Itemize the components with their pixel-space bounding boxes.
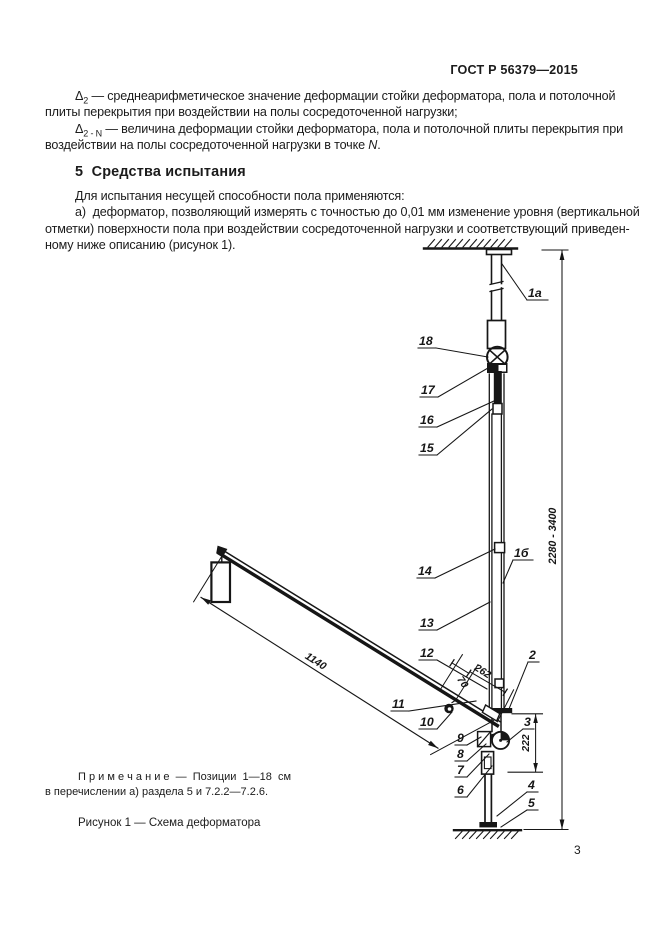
dim-222-text: 222 bbox=[521, 734, 532, 752]
ceiling-hatch bbox=[424, 240, 517, 249]
delta2-symbol: Δ bbox=[75, 89, 84, 103]
point-n: N bbox=[368, 138, 378, 153]
stand-upper-tube bbox=[487, 250, 512, 349]
def1-text1: — среднеарифметическое значение деформации стойки деформатора, пола и потолочной bbox=[88, 89, 616, 103]
label-9: 9 bbox=[457, 731, 464, 745]
def2-text1: — величина деформации стойки деформатора, пола и потолочной плиты перекрытия при bbox=[102, 121, 623, 136]
arm-dimension bbox=[194, 555, 494, 755]
page-number: 3 bbox=[574, 843, 581, 857]
item-a-line3: ному ниже описанию (рисунок 1). bbox=[45, 238, 236, 253]
label-13: 13 bbox=[420, 616, 434, 630]
label-1a: 1а bbox=[528, 286, 542, 300]
dim-height-text: 2280 - 3400 bbox=[547, 507, 559, 565]
label-6: 6 bbox=[457, 783, 464, 797]
figure-caption: Рисунок 1 — Схема деформатора bbox=[78, 817, 261, 829]
dim-arm-text: 1140 bbox=[302, 650, 329, 673]
label-1b: 1б bbox=[514, 546, 529, 560]
def2-text2: воздействии на полы сосредоточенной нагрузки в точке bbox=[45, 138, 369, 153]
sec5-intro-text: Для испытания несущей способности пола применяются: bbox=[75, 189, 405, 203]
label-12: 12 bbox=[420, 646, 434, 660]
label-14: 14 bbox=[418, 564, 432, 578]
label-8: 8 bbox=[457, 747, 464, 761]
delta2-subscript: 2 bbox=[83, 95, 89, 106]
label-5: 5 bbox=[528, 796, 535, 810]
note-line2: в перечислении а) раздела 5 и 7.2.2—7.2.6. bbox=[45, 786, 269, 799]
label-7: 7 bbox=[457, 763, 464, 777]
floor-hatch bbox=[454, 830, 521, 838]
label-11: 11 bbox=[392, 697, 405, 711]
label-2: 2 bbox=[529, 648, 536, 662]
delta2n-subscript: 2 - N bbox=[83, 128, 103, 139]
label-17: 17 bbox=[421, 383, 435, 397]
item-a-line2: отметки) поверхности пола при воздействии сосредоточенной нагрузки и соответствующий приведен- bbox=[45, 221, 630, 236]
label-3: 3 bbox=[524, 715, 531, 729]
dim-262-text: 262 bbox=[472, 662, 493, 682]
def2-text2-end: . bbox=[377, 138, 381, 153]
label-15: 15 bbox=[420, 441, 434, 455]
def1-line2: плиты перекрытия при воздействии на полы сосредоточенной нагрузки; bbox=[45, 105, 458, 120]
stand-column bbox=[489, 374, 504, 709]
label-16: 16 bbox=[420, 413, 434, 427]
dim-70-text: 70 bbox=[454, 674, 470, 691]
label-10: 10 bbox=[420, 715, 434, 729]
item-a-text1: а) деформатор, позволяющий измерять с точностью до 0,01 мм изменение уровня (вертикальной bbox=[75, 205, 640, 220]
section-5-heading: 5 Средства испытания bbox=[75, 164, 246, 180]
delta2n-symbol: Δ bbox=[75, 121, 84, 136]
note-text1: П р и м е ч а н и е — Позиции 1—18 см bbox=[78, 771, 292, 783]
lower-support bbox=[479, 775, 497, 828]
load-hook bbox=[444, 700, 456, 713]
gost-header: ГОСТ Р 56379—2015 bbox=[450, 63, 578, 77]
label-18: 18 bbox=[419, 334, 433, 348]
label-4: 4 bbox=[528, 778, 535, 792]
